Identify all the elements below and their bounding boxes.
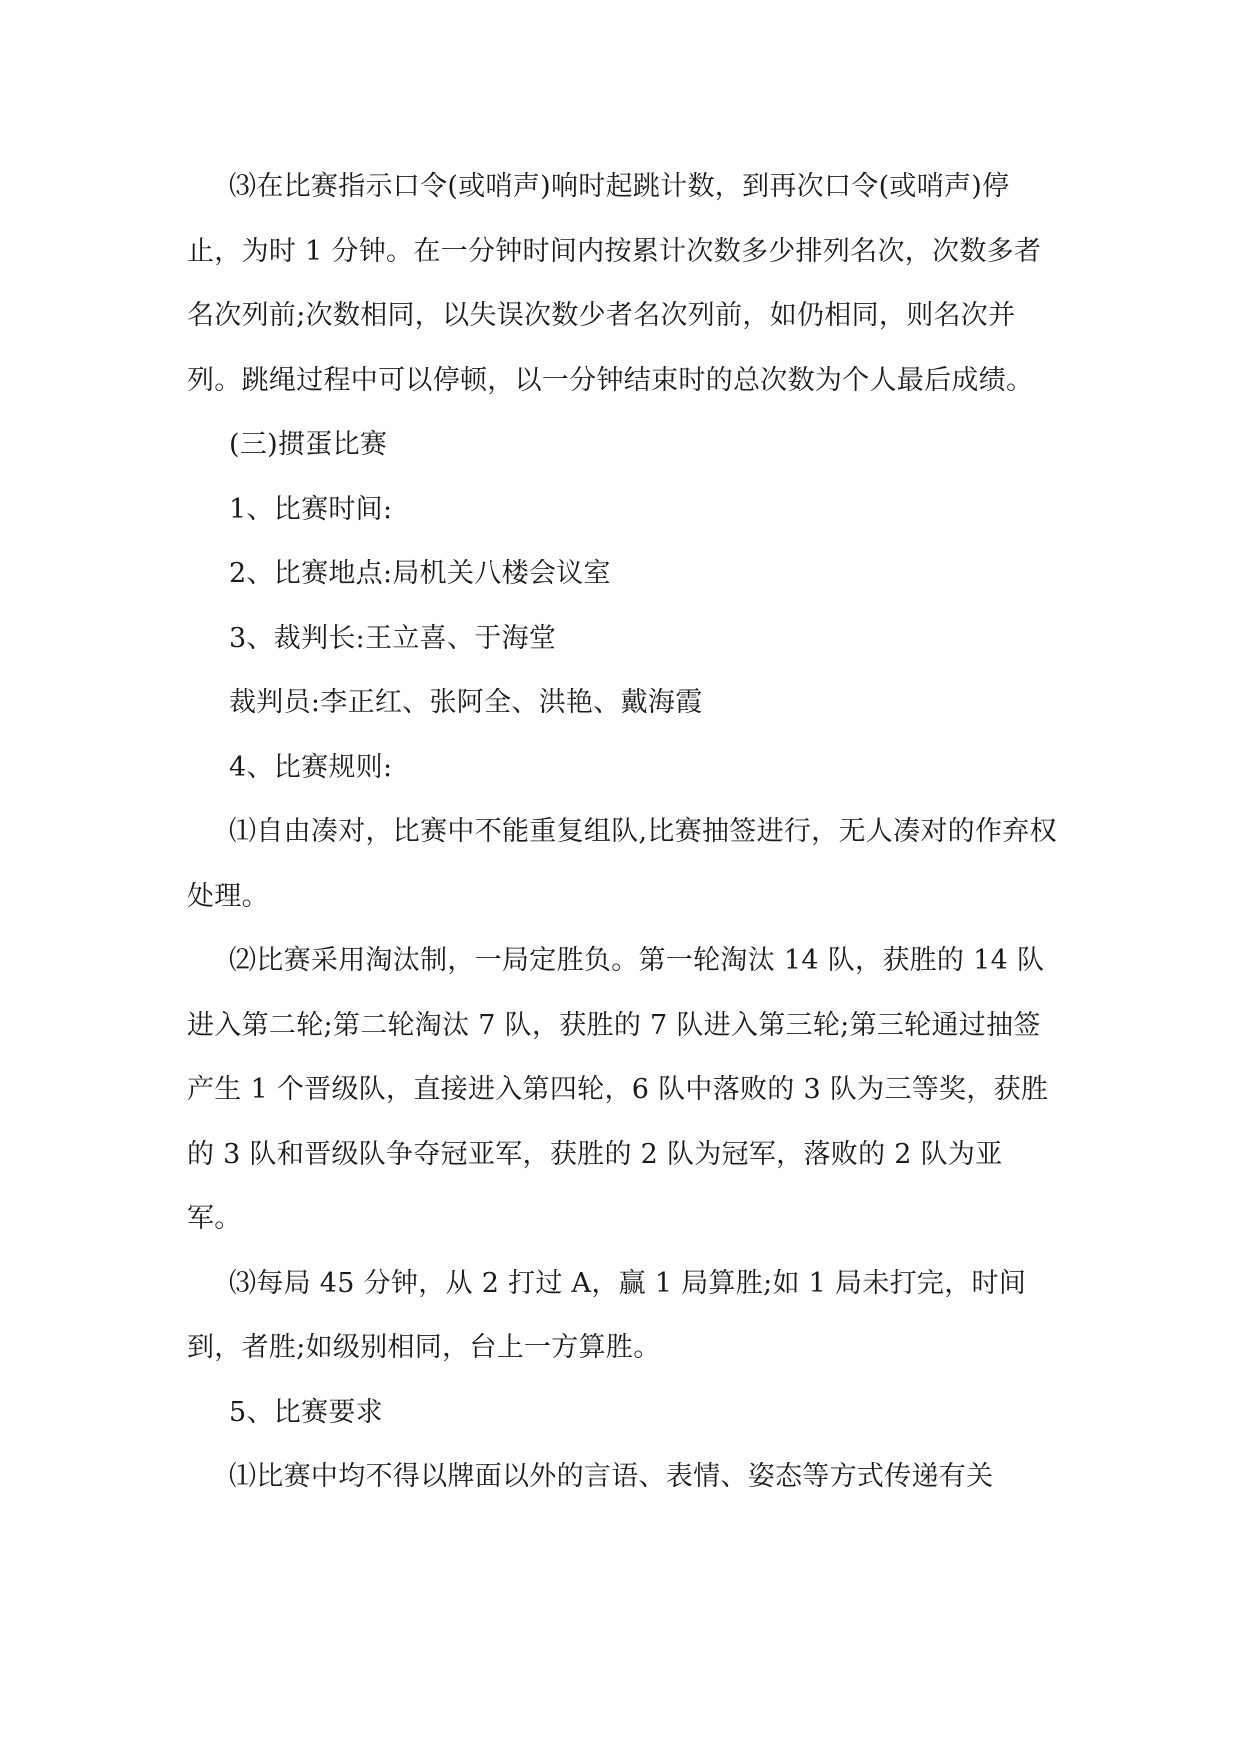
section-heading-guandan: (三)掼蛋比赛 <box>229 429 388 460</box>
rule-1-team-pairing: ⑴自由凑对，比赛中不能重复组队,比赛抽签进行，无人凑对的作弃权处理。 <box>187 816 1057 912</box>
item-match-requirements: 5、比赛要求 <box>229 1396 383 1428</box>
item-match-time: 1、比赛时间: <box>229 493 393 525</box>
requirement-1-no-signals: ⑴比赛中均不得以牌面以外的言语、表情、姿态等方式传递有关 <box>229 1461 994 1492</box>
item-match-venue: 2、比赛地点:局机关八楼会议室 <box>229 558 611 589</box>
rule-2-elimination: ⑵比赛采用淘汰制，一局定胜负。第一轮淘汰 14 队，获胜的 14 队进入第二轮;第二轮淘汰 7 队，获胜的 7 队进入第三轮;第三轮通过抽签产生 1 个晋级队，直接进入第四轮，6 队中落败的 3 队为三等奖，获胜的 3 队和晋级队争夺冠亚军，获胜的 2 队为冠军，落败的 2 队为亚军。 <box>187 945 1049 1234</box>
document-body <box>187 155 1057 1510</box>
item-referees: 裁判员:李正红、张阿全、洪艳、戴海霞 <box>229 687 703 718</box>
item-match-rules: 4、比赛规则: <box>229 751 393 783</box>
rule-3-game-duration: ⑶每局 45 分钟，从 2 打过 A，赢 1 局算胜;如 1 局未打完，时间到，者胜;如级别相同，台上一方算胜。 <box>187 1267 1027 1363</box>
paragraph-rope-skipping-rule-3: ⑶在比赛指示口令(或哨声)响时起跳计数，到再次口令(或哨声)停止，为时 1 分钟。在一分钟时间内按累计次数多少排列名次，次数多者名次列前;次数相同，以失误次数少者名次列前，如仍相同，则名次并列。跳绳过程中可以停顿，以一分钟结束时的总次数为个人最后成绩。 <box>187 171 1042 396</box>
item-chief-referee: 3、裁判长:王立喜、于海堂 <box>229 622 557 654</box>
